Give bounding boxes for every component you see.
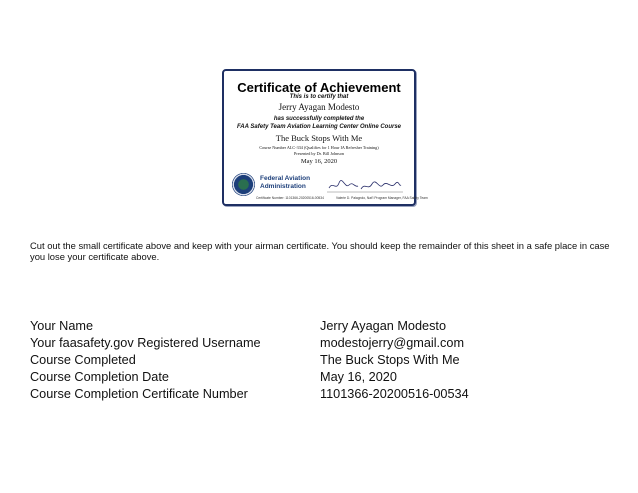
presenter-line: Presented by Dr. Bill Johnson bbox=[294, 151, 344, 156]
summary-row-name bbox=[30, 318, 630, 335]
certificate-number-line: Certificate Number: 1101366-20200516-00534 bbox=[256, 196, 324, 200]
completed-text: has successfully completed the bbox=[273, 116, 365, 122]
certify-text: This is to certify that bbox=[289, 94, 349, 100]
certificate-card bbox=[222, 69, 428, 206]
completion-summary bbox=[30, 318, 630, 403]
summary-label: Course Completion Date bbox=[30, 370, 169, 384]
instructions-text: Cut out the small certificate above and keep with your airman certificate. You should keep the remainder of this sheet in a safe place in case you lose your certificate above. bbox=[30, 240, 610, 262]
summary-row-course bbox=[30, 352, 630, 369]
agency-name bbox=[260, 175, 310, 191]
summary-row-certificate-number bbox=[30, 386, 630, 403]
signature-icon bbox=[327, 179, 403, 193]
summary-value: May 16, 2020 bbox=[320, 370, 397, 384]
summary-label: Your Name bbox=[30, 319, 94, 333]
summary-value: 1101366-20200516-00534 bbox=[320, 387, 469, 401]
learning-center-text: FAA Safety Team Aviation Learning Center Online Course bbox=[236, 124, 402, 130]
signature-caption: Valerie D. Palagrolo, Nat'l Program Manager, FAA Safety Team bbox=[336, 196, 428, 200]
summary-value: modestojerry@gmail.com bbox=[320, 336, 465, 350]
summary-label: Course Completion Certificate Number bbox=[30, 387, 248, 401]
summary-label: Course Completed bbox=[30, 353, 136, 367]
summary-label: Your faasafety.gov Registered Username bbox=[30, 336, 261, 350]
summary-value: The Buck Stops With Me bbox=[320, 353, 460, 367]
certificate-title: Certificate of Achievement bbox=[237, 80, 401, 95]
agency-line-1: Federal Aviation bbox=[260, 175, 311, 182]
course-title: The Buck Stops With Me bbox=[275, 133, 363, 143]
summary-value: Jerry Ayagan Modesto bbox=[320, 319, 447, 333]
summary-row-username bbox=[30, 335, 630, 352]
recipient-name: Jerry Ayagan Modesto bbox=[278, 102, 360, 112]
certificate-date: May 16, 2020 bbox=[300, 158, 338, 165]
summary-row-date bbox=[30, 369, 630, 386]
agency-line-2: Administration bbox=[260, 183, 306, 190]
faa-seal-icon bbox=[232, 173, 255, 196]
course-number-line: Course Number ALC-334 (Qualifies for 1 Hour IA Refresher Training) bbox=[259, 145, 379, 150]
